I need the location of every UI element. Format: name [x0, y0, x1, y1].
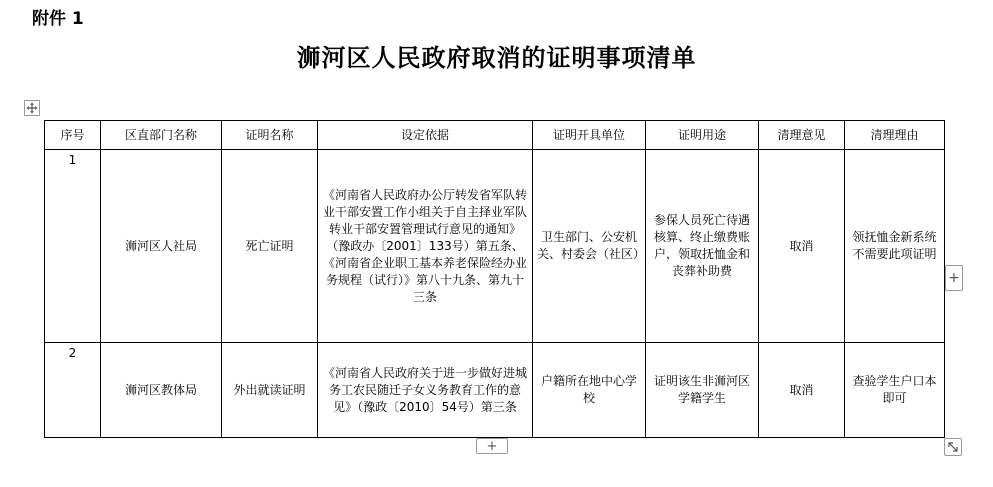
header-basis: 设定依据: [318, 121, 533, 150]
move-icon: [26, 102, 38, 114]
cell-opinion: 取消: [759, 150, 845, 343]
cell-purpose: 参保人员死亡待遇核算、终止缴费账户，领取抚恤金和丧葬补助费: [646, 150, 759, 343]
table-header-row: [45, 121, 945, 150]
page-title: 浉河区人民政府取消的证明事项清单: [296, 43, 697, 72]
attachment-label: 附件 1: [32, 9, 84, 29]
resize-icon: [947, 441, 959, 453]
add-column-button[interactable]: [945, 265, 963, 291]
header-opinion: 清理意见: [759, 121, 845, 150]
add-row-button[interactable]: [476, 438, 508, 454]
plus-icon: +: [486, 438, 498, 454]
cell-dept: 浉河区教体局: [101, 343, 222, 438]
header-seq: 序号: [45, 121, 101, 150]
cell-basis: 《河南省人民政府关于进一步做好进城务工农民随迁子女义务教育工作的意见》（豫政〔2010〕54号）第三条: [318, 343, 533, 438]
table-row: [45, 150, 945, 343]
cell-purpose: 证明该生非浉河区学籍学生: [646, 343, 759, 438]
header-name: 证明名称: [222, 121, 318, 150]
table-resize-handle[interactable]: [944, 438, 962, 456]
header-purpose: 证明用途: [646, 121, 759, 150]
header-reason: 清理理由: [845, 121, 945, 150]
cell-reason: 查验学生户口本即可: [845, 343, 945, 438]
cell-seq: 2: [45, 343, 101, 438]
cell-dept: 浉河区人社局: [101, 150, 222, 343]
header-issuer: 证明开具单位: [533, 121, 646, 150]
cell-seq: 1: [45, 150, 101, 343]
cell-opinion: 取消: [759, 343, 845, 438]
cell-basis: 《河南省人民政府办公厅转发省军队转业干部安置工作小组关于自主择业军队转业干部安置管理试行意见的通知》（豫政办〔2001〕133号）第五条、《河南省企业职工基本养老保险经办业务规程（试行）》第八十九条、第九十三条: [318, 150, 533, 343]
cell-name: 外出就读证明: [222, 343, 318, 438]
cell-issuer: 卫生部门、公安机关、村委会（社区）: [533, 150, 646, 343]
certificate-list-table: [44, 120, 945, 438]
header-dept: 区直部门名称: [101, 121, 222, 150]
cell-reason: 领抚恤金新系统不需要此项证明: [845, 150, 945, 343]
plus-icon: +: [948, 270, 960, 286]
cell-name: 死亡证明: [222, 150, 318, 343]
table-row: [45, 343, 945, 438]
table-move-handle[interactable]: [24, 100, 40, 116]
cell-issuer: 户籍所在地中心学校: [533, 343, 646, 438]
